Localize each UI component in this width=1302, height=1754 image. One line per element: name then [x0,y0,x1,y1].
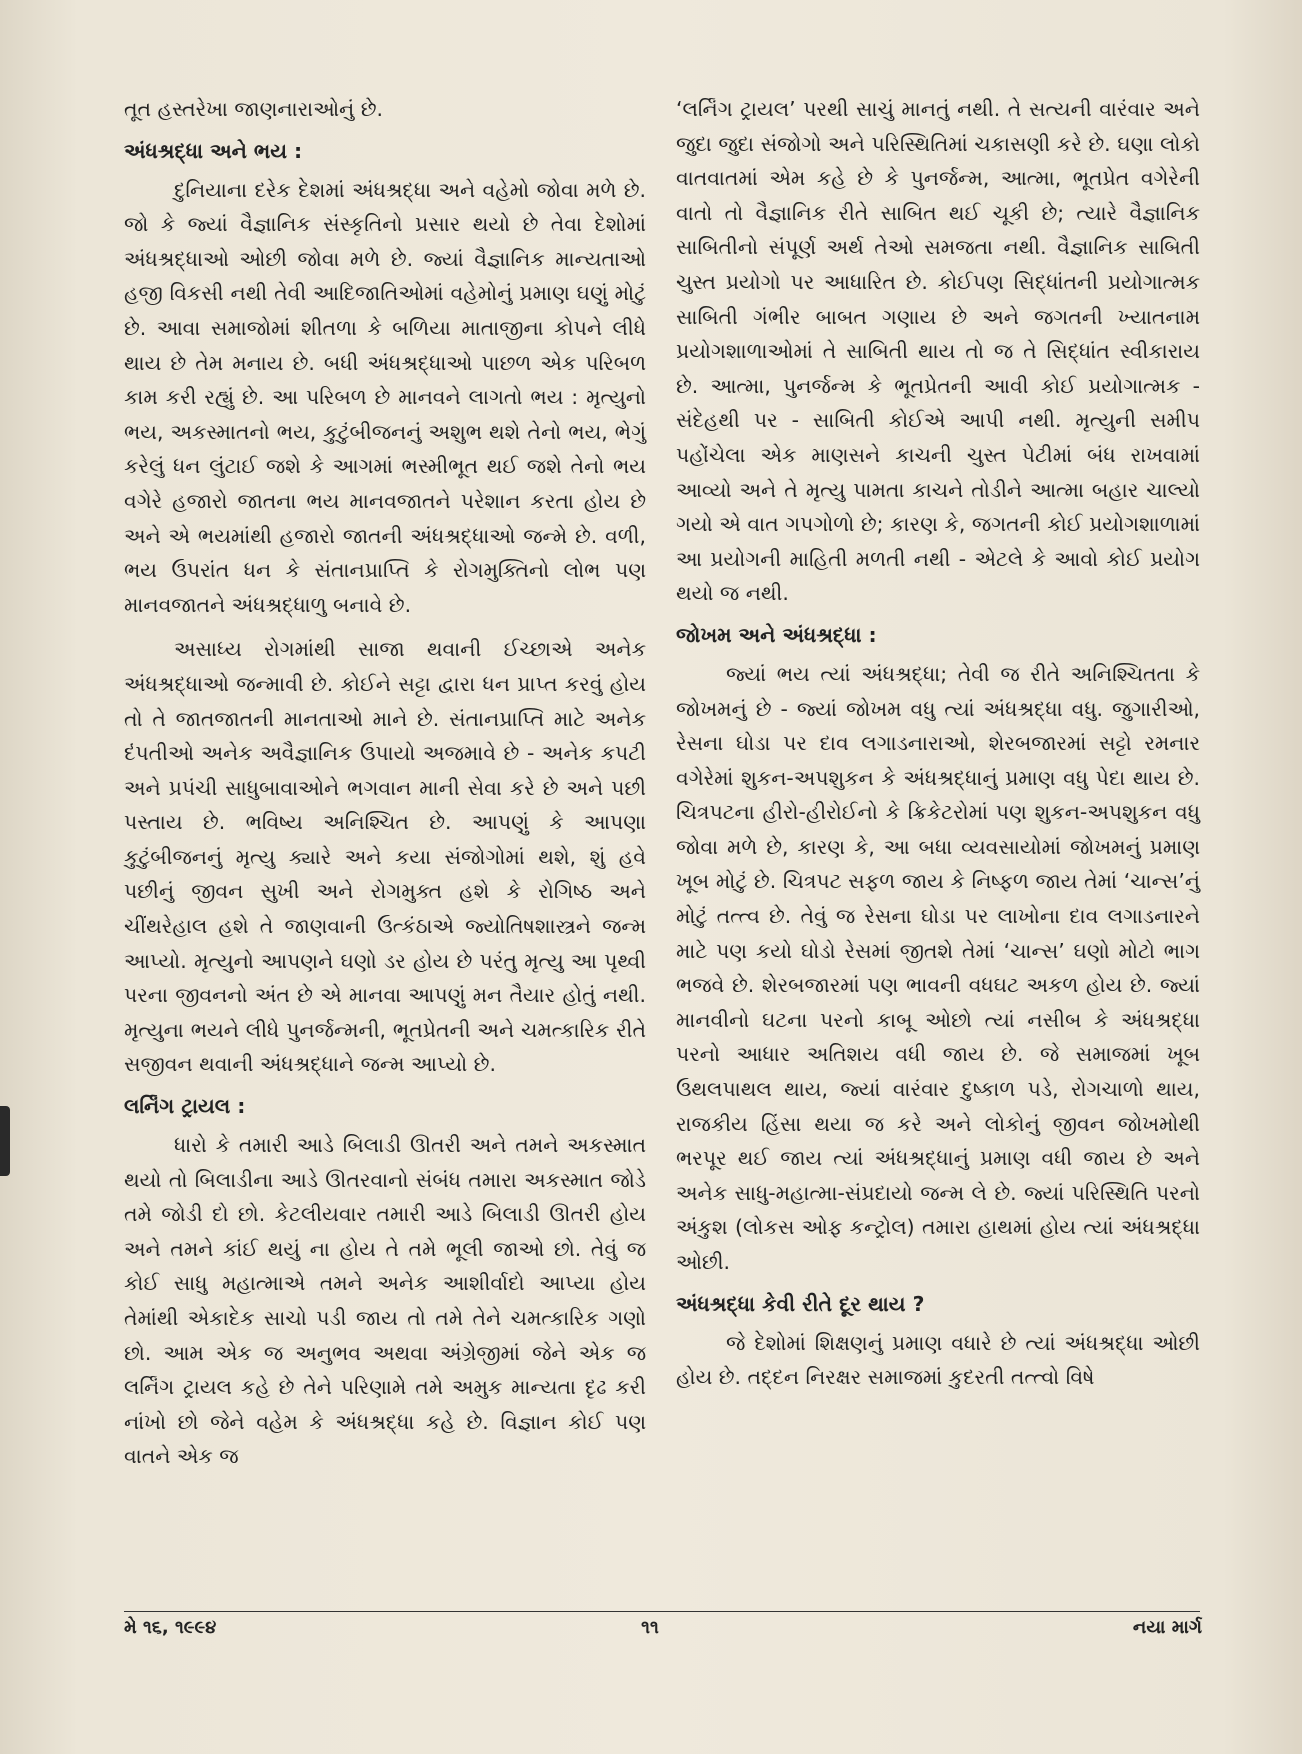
paragraph-remedy: જે દેશોમાં શિક્ષણનું પ્રમાણ વધારે છે ત્યાં અંધશ્રદ્ધા ઓછી હોય છે. તદ્દન નિરક્ષર સમાજમાં કુદરતી તત્ત્વો વિષે [676,1330,1200,1390]
section-heading-fear: અંધશ્રદ્ધા અને ભય : [124,138,303,163]
carryover-paragraph: તૂત હસ્તરેખા જાણનારાઓનું છે. [124,97,383,121]
paragraph-fear: દુનિયાના દરેક દેશમાં અંધશ્રદ્ધા અને વહેમો જોવા મળે છે. જો કે જ્યાં વૈજ્ઞાનિક સંસ્કૃતિનો પ્રસાર થયો છે તેવા દેશોમાં અંધશ્રદ્ધાઓ ઓછી જોવા મળે છે. જ્યાં વૈજ્ઞાનિક માન્યતાઓ હજી વિકસી નથી તેવી આદિજાતિઓમાં વહેમોનું પ્રમાણ ઘણું મોટું છે. આવા સમાજોમાં શીતળા કે બળિયા માતાજીના કોપને લીધે થાય છે તેમ મનાય છે. બધી અંધશ્રદ્ધાઓ પાછળ એક પરિબળ કામ કરી રહ્યું છે. આ પરિબળ છે માનવને લાગતો ભય : મૃત્યુનો ભય, અકસ્માતનો ભય, કુટુંબીજનનું અશુભ થશે તેનો ભય, ભેગું કરેલું ધન લુંટાઈ જશે કે આગમાં ભસ્મીભૂત થઈ જશે તેનો ભય વગેરે હજારો જાતના ભય માનવજાતને પરેશાન કરતા હોય છે અને એ ભયમાંથી હજારો જાતની અંધશ્રદ્ધાઓ જન્મે છે. વળી, ભય ઉપરાંત ધન કે સંતાનપ્રાપ્તિ કે રોગમુક્તિનો લોભ પણ માનવજાતને અંધશ્રદ્ધાળુ બનાવે છે. [124,177,646,617]
binding-mark [0,1106,10,1176]
paragraph-learning-trial: ધારો કે તમારી આડે બિલાડી ઊતરી અને તમને અકસ્માત થયો તો બિલાડીના આડે ઊતરવાનો સંબંધ તમારા અકસ્માત જોડે તમે જોડી દો છો. કેટલીયવાર તમારી આડે બિલાડી ઊતરી હોય અને તમને કાંઈ થયું ના હોય તે તમે ભૂલી જાઓ છો. તેવું જ કોઈ સાધુ મહાત્માએ તમને અનેક આશીર્વાદો આપ્યા હોય તેમાંથી એકાદેક સાચો પડી જાય તો તમે તેને ચમત્કારિક ગણો છો. આમ એક જ અનુભવ અથવા અંગ્રેજીમાં જેને એક જ લર્નિંગ ટ્રાયલ કહે છે તેને પરિણામે તમે અમુક માન્યતા દૃઢ કરી નાંખો છો જેને વહેમ કે અંધશ્રદ્ધા કહે છે. વિજ્ઞાન કોઈ પણ વાતને એક જ [124,1133,646,1469]
right-column [676,92,1200,1395]
paragraph-scientific-proof: ‘લર્નિંગ ટ્રાયલ’ પરથી સાચું માનતું નથી. તે સત્યની વારંવાર અને જુદા જુદા સંજોગો અને પરિસ્થિતિમાં ચકાસણી કરે છે. ઘણા લોકો વાતવાતમાં એમ કહે છે કે પુનર્જન્મ, આત્મા, ભૂતપ્રેત વગેરેની વાતો તો વૈજ્ઞાનિક રીતે સાબિત થઈ ચૂકી છે; ત્યારે વૈજ્ઞાનિક સાબિતીનો સંપૂર્ણ અર્થ તેઓ સમજતા નથી. વૈજ્ઞાનિક સાબિતી ચુસ્ત પ્રયોગો પર આધારિત છે. કોઈપણ સિદ્ધાંતની પ્રયોગાત્મક સાબિતી ગંભીર બાબત ગણાય છે અને જગતની ખ્યાતનામ પ્રયોગશાળાઓમાં તે સાબિતી થાય તો જ તે સિદ્ધાંત સ્વીકારાય છે. આત્મા, પુનર્જન્મ કે ભૂતપ્રેતની આવી કોઈ પ્રયોગાત્મક - સંદેહથી પર - સાબિતી કોઈએ આપી નથી. મૃત્યુની સમીપ પહોંચેલા એક માણસને કાચની ચુસ્ત પેટીમાં બંધ રાખવામાં આવ્યો અને તે મૃત્યુ પામતા કાચને તોડીને આત્મા બહાર ચાલ્યો ગયો એ વાત ગપગોળો છે; કારણ કે, જગતની કોઈ પ્રયોગશાળામાં આ પ્રયોગની માહિતી મળતી નથી - એટલે કે આવો કોઈ પ્રયોગ થયો જ નથી. [676,97,1200,606]
section-heading-learning-trial: લર્નિંગ ટ્રાયલ : [124,1094,246,1119]
section-heading-risk: જોખમ અને અંધશ્રદ્ધા : [676,622,877,647]
footer-publication: નયા માર્ગ [1132,1617,1202,1638]
footer-rule [124,1611,1200,1612]
paragraph-risk: જ્યાં ભય ત્યાં અંધશ્રદ્ધા; તેવી જ રીતે અનિશ્ચિતતા કે જોખમનું છે - જ્યાં જોખમ વધુ ત્યાં અંધશ્રદ્ધા વધુ. જુગારીઓ, રેસના ઘોડા પર દાવ લગાડનારાઓ, શેરબજારમાં સટ્ટો રમનાર વગેરેમાં શુકન-અપશુકન કે અંધશ્રદ્ધાનું પ્રમાણ વધુ પેદા થાય છે. ચિત્રપટના હીરો-હીરોઈનો કે ક્રિકેટરોમાં પણ શુકન-અપશુકન વધુ જોવા મળે છે, કારણ કે, આ બધા વ્યવસાયોમાં જોખમનું પ્રમાણ ખૂબ મોટું છે. ચિત્રપટ સફળ જાય કે નિષ્ફળ જાય તેમાં ‘ચાન્સ’નું મોટું તત્ત્વ છે. તેવું જ રેસના ઘોડા પર લાખોના દાવ લગાડનારને માટે પણ કયો ઘોડો રેસમાં જીતશે તેમાં ‘ચાન્સ’ ઘણો મોટો ભાગ ભજવે છે. શેરબજારમાં પણ ભાવની વધઘટ અકળ હોય છે. જ્યાં માનવીનો ઘટના પરનો કાબૂ ઓછો ત્યાં નસીબ કે અંધશ્રદ્ધા પરનો આધાર અતિશય વધી જાય છે. જે સમાજમાં ખૂબ ઉથલપાથલ થાય, જ્યાં વારંવાર દુષ્કાળ પડે, રોગચાળો થાય, રાજકીય હિંસા થયા જ કરે અને લોકોનું જીવન જોખમોથી ભરપૂર થઈ જાય ત્યાં અંધશ્રદ્ધાનું પ્રમાણ વધી જાય છે અને અનેક સાધુ-મહાત્મા-સંપ્રદાયો જન્મ લે છે. જ્યાં પરિસ્થિતિ પરનો અંકુશ (લોકસ ઓફ કન્ટ્રોલ) તમારા હાથમાં હોય ત્યાં અંધશ્રદ્ધા ઓછી. [676,661,1200,1274]
footer-page-number: ૧૧ [641,1617,659,1638]
footer-date: મે ૧૬, ૧૯૯૪ [124,1617,217,1638]
section-heading-remedy: અંધશ્રદ્ધા કેવી રીતે દૂર થાય ? [676,1291,925,1316]
paragraph-disease: અસાધ્ય રોગમાંથી સાજા થવાની ઈચ્છાએ અનેક અંધશ્રદ્ધાઓ જન્માવી છે. કોઈને સટ્ટા દ્વારા ધન પ્રાપ્ત કરવું હોય તો તે જાતજાતની માનતાઓ માને છે. સંતાનપ્રાપ્તિ માટે અનેક દંપતીઓ અનેક અવૈજ્ઞાનિક ઉપાયો અજમાવે છે - અનેક કપટી અને પ્રપંચી સાધુબાવાઓને ભગવાન માની સેવા કરે છે અને પછી પસ્તાય છે. ભવિષ્ય અનિશ્ચિત છે. આપણું કે આપણા કુટુંબીજનનું મૃત્યુ ક્યારે અને કયા સંજોગોમાં થશે, શું હવે પછીનું જીવન સુખી અને રોગમુક્ત હશે કે રોગિષ્ઠ અને ચીંથરેહાલ હશે તે જાણવાની ઉત્કંઠાએ જ્યોતિષશાસ્ત્રને જન્મ આપ્યો. મૃત્યુનો આપણને ઘણો ડર હોય છે પરંતુ મૃત્યુ આ પૃથ્વી પરના જીવનનો અંત છે એ માનવા આપણું મન તૈયાર હોતું નથી. મૃત્યુના ભયને લીધે પુનર્જન્મની, ભૂતપ્રેતની અને ચમત્કારિક રીતે સજીવન થવાની અંધશ્રદ્ધાને જન્મ આપ્યો છે. [124,637,646,1077]
left-column [124,92,646,1474]
